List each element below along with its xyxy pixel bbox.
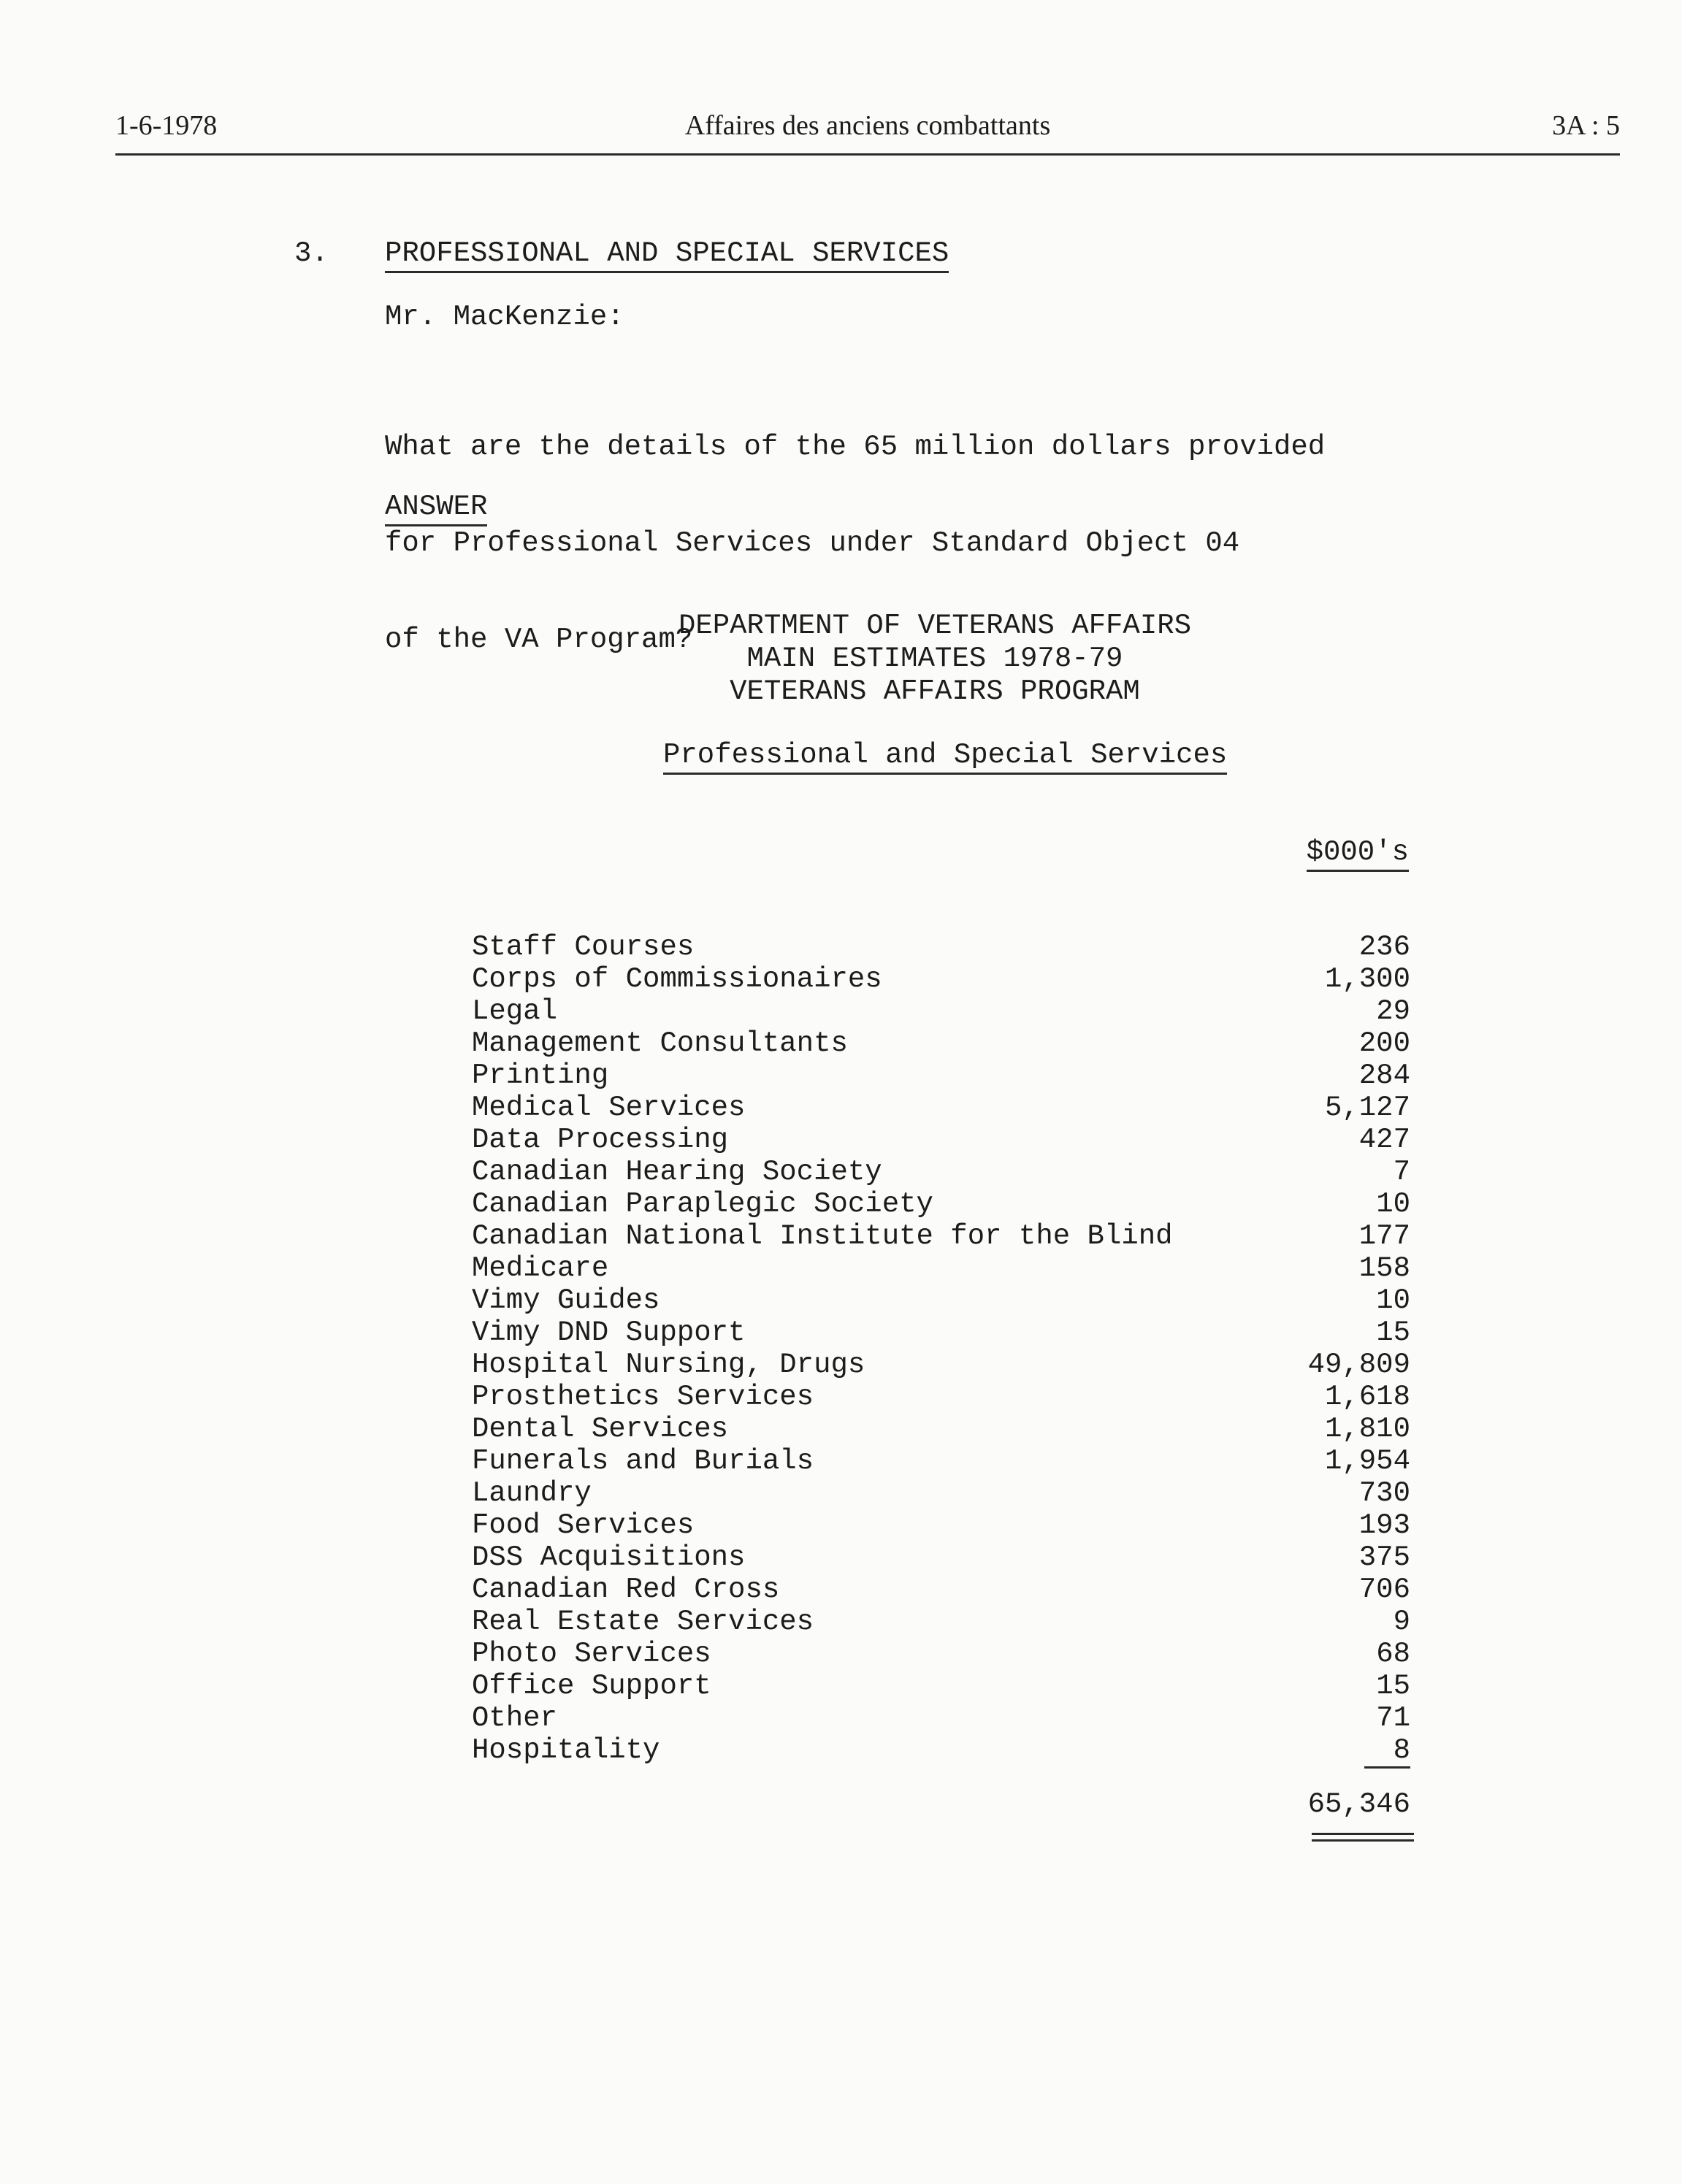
row-label: Medicare [472,1252,609,1284]
section-number: 3. [294,237,329,269]
table-row [472,1413,1410,1445]
row-label: Prosthetics Services [472,1381,814,1413]
table-row [472,1670,1410,1702]
answer-label: ANSWER [385,491,487,526]
row-label: DSS Acquisitions [472,1541,746,1574]
table-row [472,1381,1410,1413]
table-row [472,1606,1410,1638]
row-value: 193 [1358,1509,1410,1541]
row-value: 10 [1376,1188,1410,1220]
row-value: 284 [1358,1060,1410,1092]
row-label: Data Processing [472,1124,729,1156]
row-value: 1,810 [1324,1413,1410,1445]
row-value: 15 [1376,1670,1410,1702]
table-row [472,1252,1410,1284]
row-label: Canadian Paraplegic Society [472,1188,933,1220]
row-value: 10 [1376,1284,1410,1317]
running-head-date: 1-6-1978 [115,110,218,141]
row-value: 5,127 [1324,1092,1410,1124]
table-row [472,1349,1410,1381]
table-row [472,1060,1410,1092]
row-label: Corps of Commissionaires [472,963,882,995]
table-row [472,995,1410,1027]
row-label: Laundry [472,1477,592,1509]
row-label: Photo Services [472,1638,711,1670]
row-label: Printing [472,1060,609,1092]
department-heading [657,610,1212,708]
table-row [472,1445,1410,1477]
row-value: 8 [1364,1734,1410,1769]
table-row [472,1284,1410,1317]
table-row [472,1509,1410,1541]
row-value: 1,618 [1324,1381,1410,1413]
table-row [472,1541,1410,1574]
question-line: of the VA Program? [385,624,693,656]
row-label: Funerals and Burials [472,1445,814,1477]
table-row [472,963,1410,995]
row-value: 177 [1358,1220,1410,1252]
row-label: Medical Services [472,1092,746,1124]
row-label: Staff Courses [472,931,695,963]
expense-table [472,931,1410,1766]
program-name: VETERANS AFFAIRS PROGRAM [730,675,1140,708]
row-value: 1,954 [1324,1445,1410,1477]
table-title: Professional and Special Services [663,739,1227,775]
row-label: Hospital Nursing, Drugs [472,1349,865,1381]
table-row [472,1734,1410,1766]
table-row [472,1220,1410,1252]
table-row [472,1156,1410,1188]
department-name: DEPARTMENT OF VETERANS AFFAIRS [678,610,1192,642]
table-row [472,1574,1410,1606]
estimates-title: MAIN ESTIMATES 1978-79 [746,643,1123,675]
row-label: Legal [472,995,558,1027]
row-value: 15 [1376,1317,1410,1349]
row-value: 1,300 [1324,963,1410,995]
row-value: 730 [1358,1477,1410,1509]
row-value: 7 [1393,1156,1410,1188]
table-total: 65,346 [1307,1788,1410,1820]
row-label: Dental Services [472,1413,729,1445]
total-double-rule [1312,1833,1414,1842]
speaker-name: Mr. MacKenzie: [385,301,624,333]
table-row [472,1317,1410,1349]
row-value: 236 [1358,931,1410,963]
row-label: Food Services [472,1509,695,1541]
row-value: 375 [1358,1541,1410,1574]
table-row [472,1124,1410,1156]
running-head-title: Affaires des anciens combattants [684,110,1051,141]
row-label: Other [472,1702,558,1734]
row-label: Canadian Hearing Society [472,1156,882,1188]
row-value: 427 [1358,1124,1410,1156]
table-row [472,1702,1410,1734]
row-label: Management Consultants [472,1027,848,1060]
row-value: 29 [1376,995,1410,1027]
row-value: 706 [1358,1574,1410,1606]
section-title: PROFESSIONAL AND SPECIAL SERVICES [385,237,949,273]
row-label: Vimy Guides [472,1284,660,1317]
running-head [115,102,1620,156]
question-line: What are the details of the 65 million dollars provided [385,431,1326,463]
row-label: Vimy DND Support [472,1317,746,1349]
row-value: 71 [1376,1702,1410,1734]
table-row [472,1638,1410,1670]
table-row [472,931,1410,963]
row-value: 68 [1376,1638,1410,1670]
table-row [472,1027,1410,1060]
unit-column-header: $000's [1307,836,1409,872]
row-value: 158 [1358,1252,1410,1284]
question-line: for Professional Services under Standard Object 04 [385,527,1240,559]
row-value: 49,809 [1307,1349,1410,1381]
row-value: 9 [1393,1606,1410,1638]
table-row [472,1188,1410,1220]
running-head-page-number: 3A : 5 [1552,110,1620,141]
row-value: 200 [1358,1027,1410,1060]
row-label: Canadian Red Cross [472,1574,780,1606]
row-label: Real Estate Services [472,1606,814,1638]
table-row [472,1092,1410,1124]
table-row [472,1477,1410,1509]
row-label: Office Support [472,1670,711,1702]
row-label: Hospitality [472,1734,660,1766]
row-label: Canadian National Institute for the Blind [472,1220,1173,1252]
